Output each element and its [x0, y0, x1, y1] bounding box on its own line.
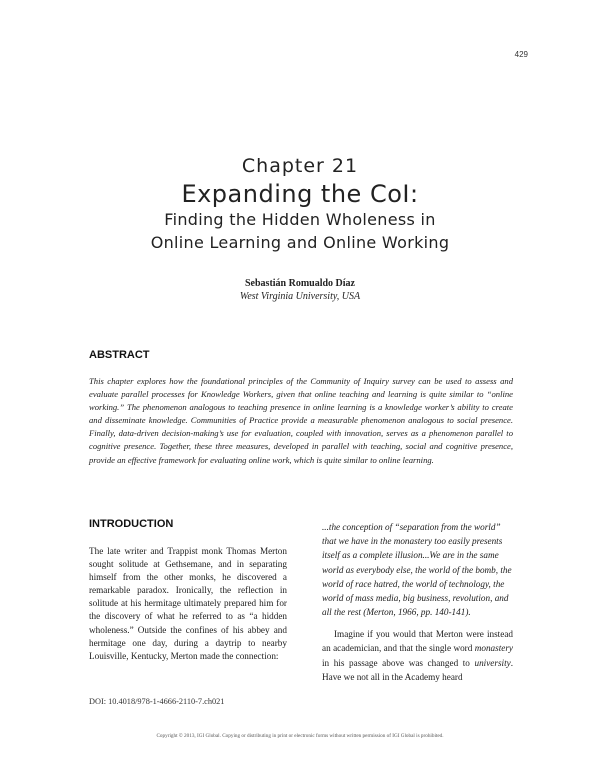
chapter-label: Chapter 21	[241, 155, 359, 177]
emphasis-university: university	[474, 657, 511, 668]
author-affiliation: West Virginia University, USA	[239, 291, 361, 302]
author-name: Sebastián Romualdo Díaz	[244, 278, 355, 289]
paragraph-text: in his passage above was changed to	[322, 657, 475, 668]
merton-quote: ...the conception of “separation from the world” that we have in the monastery too easily presents itself as a complete illusion...We are in the same world as everybody else, the world of the bomb, the world of race hatred, the world of technology, the world of mass media, big business, revolution, and all the rest (Merton, 1966, pp. 140-141).	[322, 522, 512, 618]
introduction-heading: INTRODUCTION	[89, 518, 174, 530]
abstract-heading: ABSTRACT	[89, 349, 150, 361]
chapter-title: Expanding the CoI:	[181, 180, 419, 208]
paragraph-text: . Have we not all in the Academy heard	[322, 657, 513, 683]
abstract-body: This chapter explores how the foundational principles of the Community of Inquiry survey can be used to assess and evaluate parallel processes for Knowledge Workers, given that online teaching and learning is quite similar to “online working.” The phenomenon analogous to teaching presence in online learning is a knowledge worker’s ability to create and disseminate knowledge. Communities of Practice provide a measurable phenomenon analogous to social presence. Finally, data-driven decision-making’s use for evaluation, coupled with innovation, serves as a phenomenon parallel to cognitive presence. Together, these three measures, developed in parallel with teaching, social and cognitive presence, provide an effective framework for evaluating online work, which is quite similar to online learning.	[89, 376, 513, 465]
chapter-subtitle-line-2: Online Learning and Online Working	[150, 233, 450, 252]
emphasis-monastery: monastery	[474, 643, 513, 654]
page-number: 429	[514, 50, 528, 59]
chapter-subtitle-line-1: Finding the Hidden Wholeness in	[164, 210, 436, 229]
introduction-body: The late writer and Trappist monk Thomas Merton sought solitude at Gethsemane, and in separating himself from the other monks, he discovered a remarkable paradox. Ironically, the reflection in solitude at his hermitage ultimately prepared him for the discovery of what he referred to as “a hidden wholeness.” Outside the confines of his abbey and hermitage one day, during a daytrip to nearby Louisville, Kentucky, Merton made the connection:	[89, 546, 287, 661]
doi: DOI: 10.4018/978-1-4666-2110-7.ch021	[89, 697, 225, 706]
body-paragraph-continued	[322, 627, 513, 685]
copyright-notice: Copyright © 2013, IGI Global. Copying or distributing in print or electronic forms without written permission of IGI Global is prohibited.	[156, 733, 444, 739]
paragraph-text: Imagine if you would that Merton were instead an academician, and that the single word	[322, 629, 513, 654]
